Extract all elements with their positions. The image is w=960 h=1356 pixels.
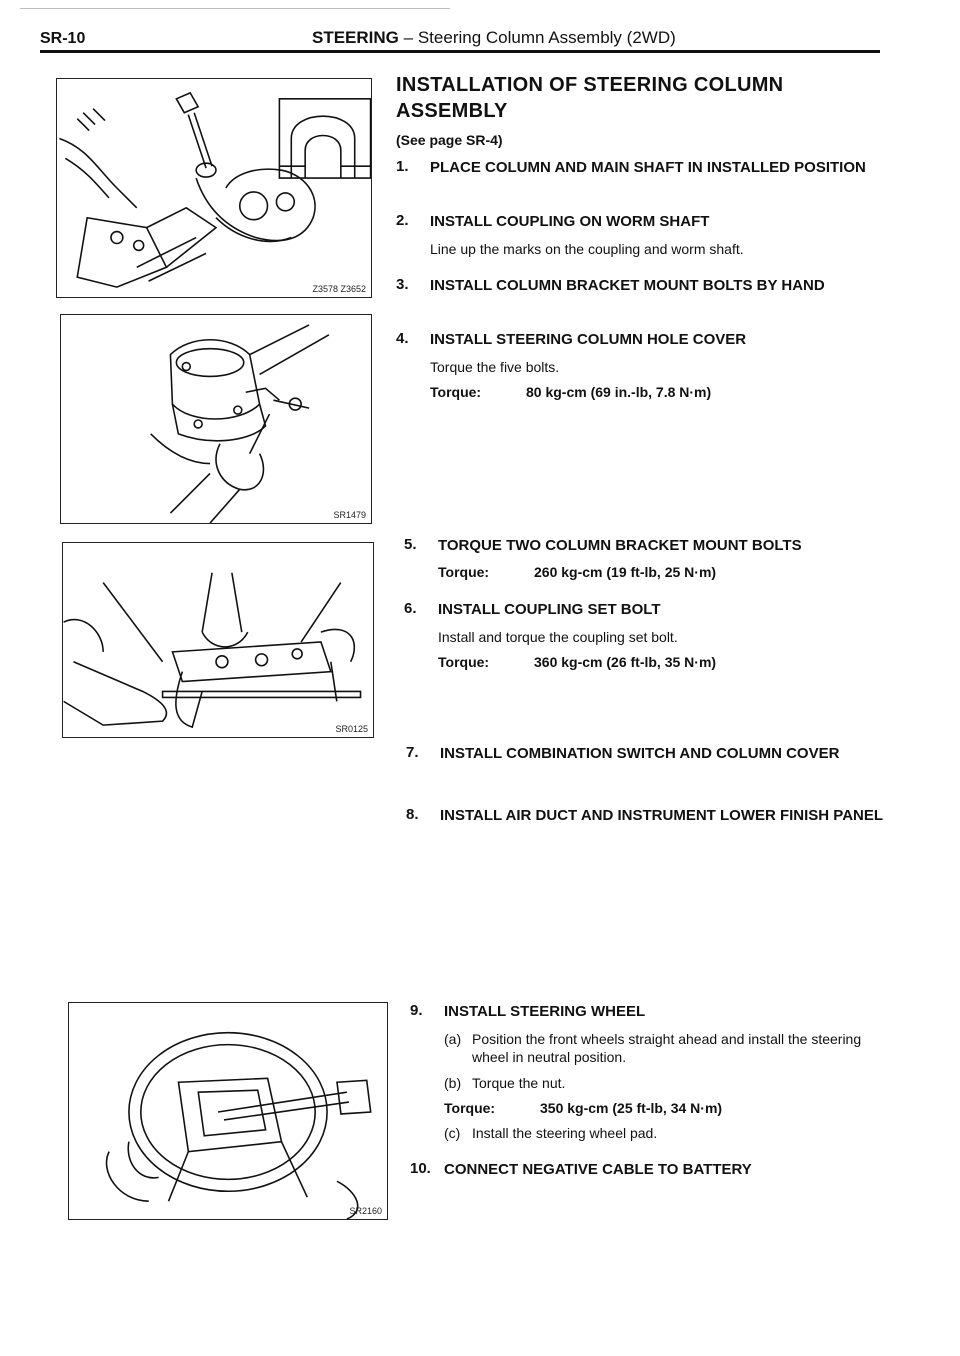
step-4 [396, 330, 896, 400]
figure-hole-cover [60, 314, 372, 524]
figure-code: SR0125 [335, 724, 368, 734]
coupling-illustration [57, 79, 371, 297]
torque-spec [430, 384, 896, 400]
step-number: 2. [396, 212, 409, 229]
substep-a [444, 1030, 896, 1066]
step-heading: INSTALL COLUMN BRACKET MOUNT BOLTS BY HAND [430, 277, 825, 294]
figure-code: Z3578 Z3652 [312, 284, 366, 294]
step-8 [406, 806, 896, 826]
step-heading: TORQUE TWO COLUMN BRACKET MOUNT BOLTS [438, 537, 802, 554]
step-heading: INSTALL STEERING WHEEL [444, 1003, 646, 1020]
torque-value: 260 kg-cm (19 ft-lb, 25 N·m) [534, 564, 717, 580]
torque-label: Torque: [444, 1100, 496, 1116]
hole-cover-illustration [61, 315, 371, 523]
torque-label: Torque: [430, 384, 482, 400]
substep-b [444, 1074, 896, 1092]
page-code: SR-10 [40, 30, 86, 47]
figure-code: SR1479 [333, 510, 366, 520]
step-heading: PLACE COLUMN AND MAIN SHAFT IN INSTALLED POSITION [430, 159, 866, 176]
substep-key: (b) [444, 1075, 462, 1091]
step-7 [406, 744, 906, 764]
step-number: 9. [410, 1002, 423, 1019]
substep-key: (c) [444, 1125, 461, 1141]
torque-wrench-illustration [63, 543, 373, 737]
step-body: Install and torque the coupling set bolt. [438, 629, 678, 645]
step-number: 6. [404, 600, 417, 617]
page-header [40, 28, 880, 54]
step-3 [396, 276, 896, 296]
step-6 [404, 600, 904, 670]
header-title [312, 28, 676, 48]
step-body: Torque the five bolts. [430, 359, 560, 375]
figure-steering-wheel [68, 1002, 388, 1220]
torque-label: Torque: [438, 564, 490, 580]
torque-spec [444, 1100, 896, 1116]
figure-coupling-set-bolt [62, 542, 374, 738]
torque-value: 350 kg-cm (25 ft-lb, 34 N·m) [540, 1100, 723, 1116]
torque-spec [438, 564, 904, 580]
step-heading: INSTALL COUPLING ON WORM SHAFT [430, 213, 710, 230]
step-5 [404, 536, 904, 580]
substep-text: Position the front wheels straight ahead and install the steering wheel in neutral position. [472, 1031, 862, 1065]
step-heading: INSTALL COMBINATION SWITCH AND COLUMN COVER [440, 745, 840, 762]
procedure-text [396, 72, 896, 148]
step-body: Line up the marks on the coupling and worm shaft. [430, 241, 744, 257]
substep-key: (a) [444, 1031, 462, 1047]
step-number: 3. [396, 276, 409, 293]
page-title: INSTALLATION OF STEERING COLUMN ASSEMBLY [396, 74, 784, 122]
step-number: 1. [396, 158, 409, 175]
step-number: 5. [404, 536, 417, 553]
substep-text: Torque the nut. [472, 1075, 566, 1091]
torque-label: Torque: [438, 654, 490, 670]
torque-value: 80 kg-cm (69 in.-lb, 7.8 N·m) [526, 384, 712, 400]
step-number: 10. [410, 1160, 431, 1177]
step-2 [396, 212, 896, 258]
figure-coupling-worm-shaft [56, 78, 372, 298]
step-number: 8. [406, 806, 419, 823]
torque-value: 360 kg-cm (26 ft-lb, 35 N·m) [534, 654, 717, 670]
substep-text: Install the steering wheel pad. [472, 1125, 658, 1141]
step-heading: INSTALL AIR DUCT AND INSTRUMENT LOWER FINISH PANEL [440, 807, 884, 824]
torque-spec [438, 654, 904, 670]
step-9 [410, 1002, 896, 1142]
steering-wheel-illustration [69, 1003, 387, 1219]
step-heading: INSTALL COUPLING SET BOLT [438, 601, 661, 618]
subsection-name: Steering Column Assembly (2WD) [417, 28, 676, 47]
header-rule [40, 50, 880, 53]
step-number: 4. [396, 330, 409, 347]
see-page-reference: (See page SR-4) [396, 132, 503, 148]
section-name: STEERING [312, 28, 399, 47]
step-heading: INSTALL STEERING COLUMN HOLE COVER [430, 331, 747, 348]
header-separator: – [403, 28, 414, 47]
step-number: 7. [406, 744, 419, 761]
step-10 [410, 1160, 896, 1180]
top-scan-line [20, 8, 450, 9]
substep-c [444, 1124, 896, 1142]
step-1 [396, 158, 896, 178]
step-heading: CONNECT NEGATIVE CABLE TO BATTERY [444, 1161, 752, 1178]
figure-code: SR2160 [349, 1206, 382, 1216]
